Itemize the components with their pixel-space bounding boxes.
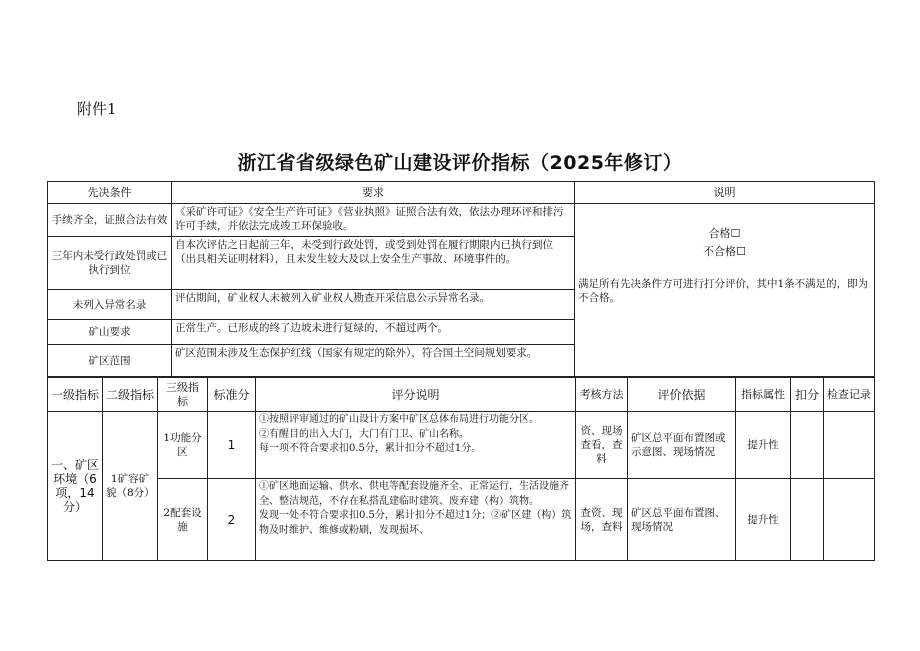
level3-cell: 1功能分区 xyxy=(158,412,208,479)
requirement-cell: 自本次评估之日起前三年，未受到行政处罚，或受到处罚在履行期限内已执行到位（出具相关证明材料），且未发生较大及以上安全生产事故、环境事件的。 xyxy=(172,237,575,290)
table-row xyxy=(48,479,875,561)
header-basis: 评价依据 xyxy=(628,378,736,412)
method-cell: 资、现场查看，查料 xyxy=(576,412,628,479)
document-title: 浙江省省级绿色矿山建设评价指标（2025年修订） xyxy=(237,152,683,174)
description-cell xyxy=(256,479,576,561)
description-line: ①矿区地面运输、供水、供电等配套设施齐全、正常运行，生活设施齐全、整洁规范，不存在私搭乱建临时建筑、废弃建（构）筑物。 xyxy=(259,481,569,507)
basis-cell: 矿区总平面布置图、现场情况 xyxy=(628,479,736,561)
header-prerequisite: 先决条件 xyxy=(48,182,172,204)
header-explanation: 说明 xyxy=(575,182,875,204)
fail-checkbox-label[interactable]: 不合格☐ xyxy=(703,245,746,258)
inspection-record-cell[interactable] xyxy=(824,412,875,479)
header-scoring-description: 评分说明 xyxy=(256,378,576,412)
score-cell: 2 xyxy=(208,479,256,561)
header-deduction: 扣分 xyxy=(791,378,824,412)
table-row xyxy=(48,204,875,237)
score-cell: 1 xyxy=(208,412,256,479)
header-level3: 三级指标 xyxy=(158,378,208,412)
description-line: ①按照评审通过的矿山设计方案中矿区总体布局进行功能分区。 xyxy=(259,414,539,425)
inspection-record-cell[interactable] xyxy=(824,479,875,561)
header-inspection-record: 检查记录 xyxy=(824,378,875,412)
attachment-label: 附件1 xyxy=(77,100,117,118)
level2-cell: 1矿容矿貌（8分） xyxy=(103,412,158,561)
pass-checkbox-label[interactable]: 合格☐ xyxy=(708,227,741,240)
prerequisites-table xyxy=(47,181,875,377)
description-line: ②有醒目的出入大门，大门有门卫、矿山名称。 xyxy=(259,428,469,440)
basis-cell: 矿区总平面布置图或示意图、现场情况 xyxy=(628,412,736,479)
table-row xyxy=(48,412,875,479)
method-cell: 查资、现场，查料 xyxy=(576,479,628,561)
requirement-cell: 正常生产。已形成的终了边坡未进行复绿的，不超过两个。 xyxy=(172,320,575,345)
header-level1: 一级指标 xyxy=(48,378,103,412)
explanation-note: 满足所有先决条件方可进行打分评价，其中1条不满足的，即为不合格。 xyxy=(578,278,869,304)
header-level2: 二级指标 xyxy=(103,378,158,412)
description-line: 发现一处不符合要求扣0.5分，累计扣分不超过1分；②矿区建（构）筑物及时维护、维修或粉刷，发现损坏、 xyxy=(259,510,572,536)
attribute-cell: 提升性 xyxy=(736,479,791,561)
deduction-cell[interactable] xyxy=(791,479,824,561)
attribute-cell: 提升性 xyxy=(736,412,791,479)
explanation-cell xyxy=(575,204,875,377)
level3-cell: 2配套设施 xyxy=(158,479,208,561)
requirement-cell: 矿区范围未涉及生态保护红线（国家有规定的除外），符合国土空间规划要求。 xyxy=(172,345,575,377)
header-method: 考核方法 xyxy=(576,378,628,412)
requirement-cell: 评估期间，矿业权人未被列入矿业权人勘查开采信息公示异常名录。 xyxy=(172,290,575,320)
header-attribute: 指标属性 xyxy=(736,378,791,412)
requirement-cell: 《采矿许可证》《安全生产许可证》《营业执照》证照合法有效，依法办理环评和排污许可手续，并依法完成竣工环保验收。 xyxy=(172,204,575,237)
scoring-table xyxy=(47,377,875,561)
deduction-cell[interactable] xyxy=(791,412,824,479)
description-cell xyxy=(256,412,576,479)
prerequisites-header-row xyxy=(48,182,875,204)
condition-cell: 未列入异常名录 xyxy=(48,290,172,320)
condition-cell: 手续齐全，证照合法有效 xyxy=(48,204,172,237)
header-standard-score: 标准分 xyxy=(208,378,256,412)
scoring-header-row xyxy=(48,378,875,412)
description-line: 每一项不符合要求扣0.5分，累计扣分不超过1分。 xyxy=(259,443,482,454)
condition-cell: 三年内未受行政处罚或已执行到位 xyxy=(48,237,172,290)
condition-cell: 矿山要求 xyxy=(48,320,172,345)
header-requirement: 要求 xyxy=(172,182,575,204)
level1-cell: 一、矿区环境（6项，14分） xyxy=(48,412,103,561)
condition-cell: 矿区范围 xyxy=(48,345,172,377)
